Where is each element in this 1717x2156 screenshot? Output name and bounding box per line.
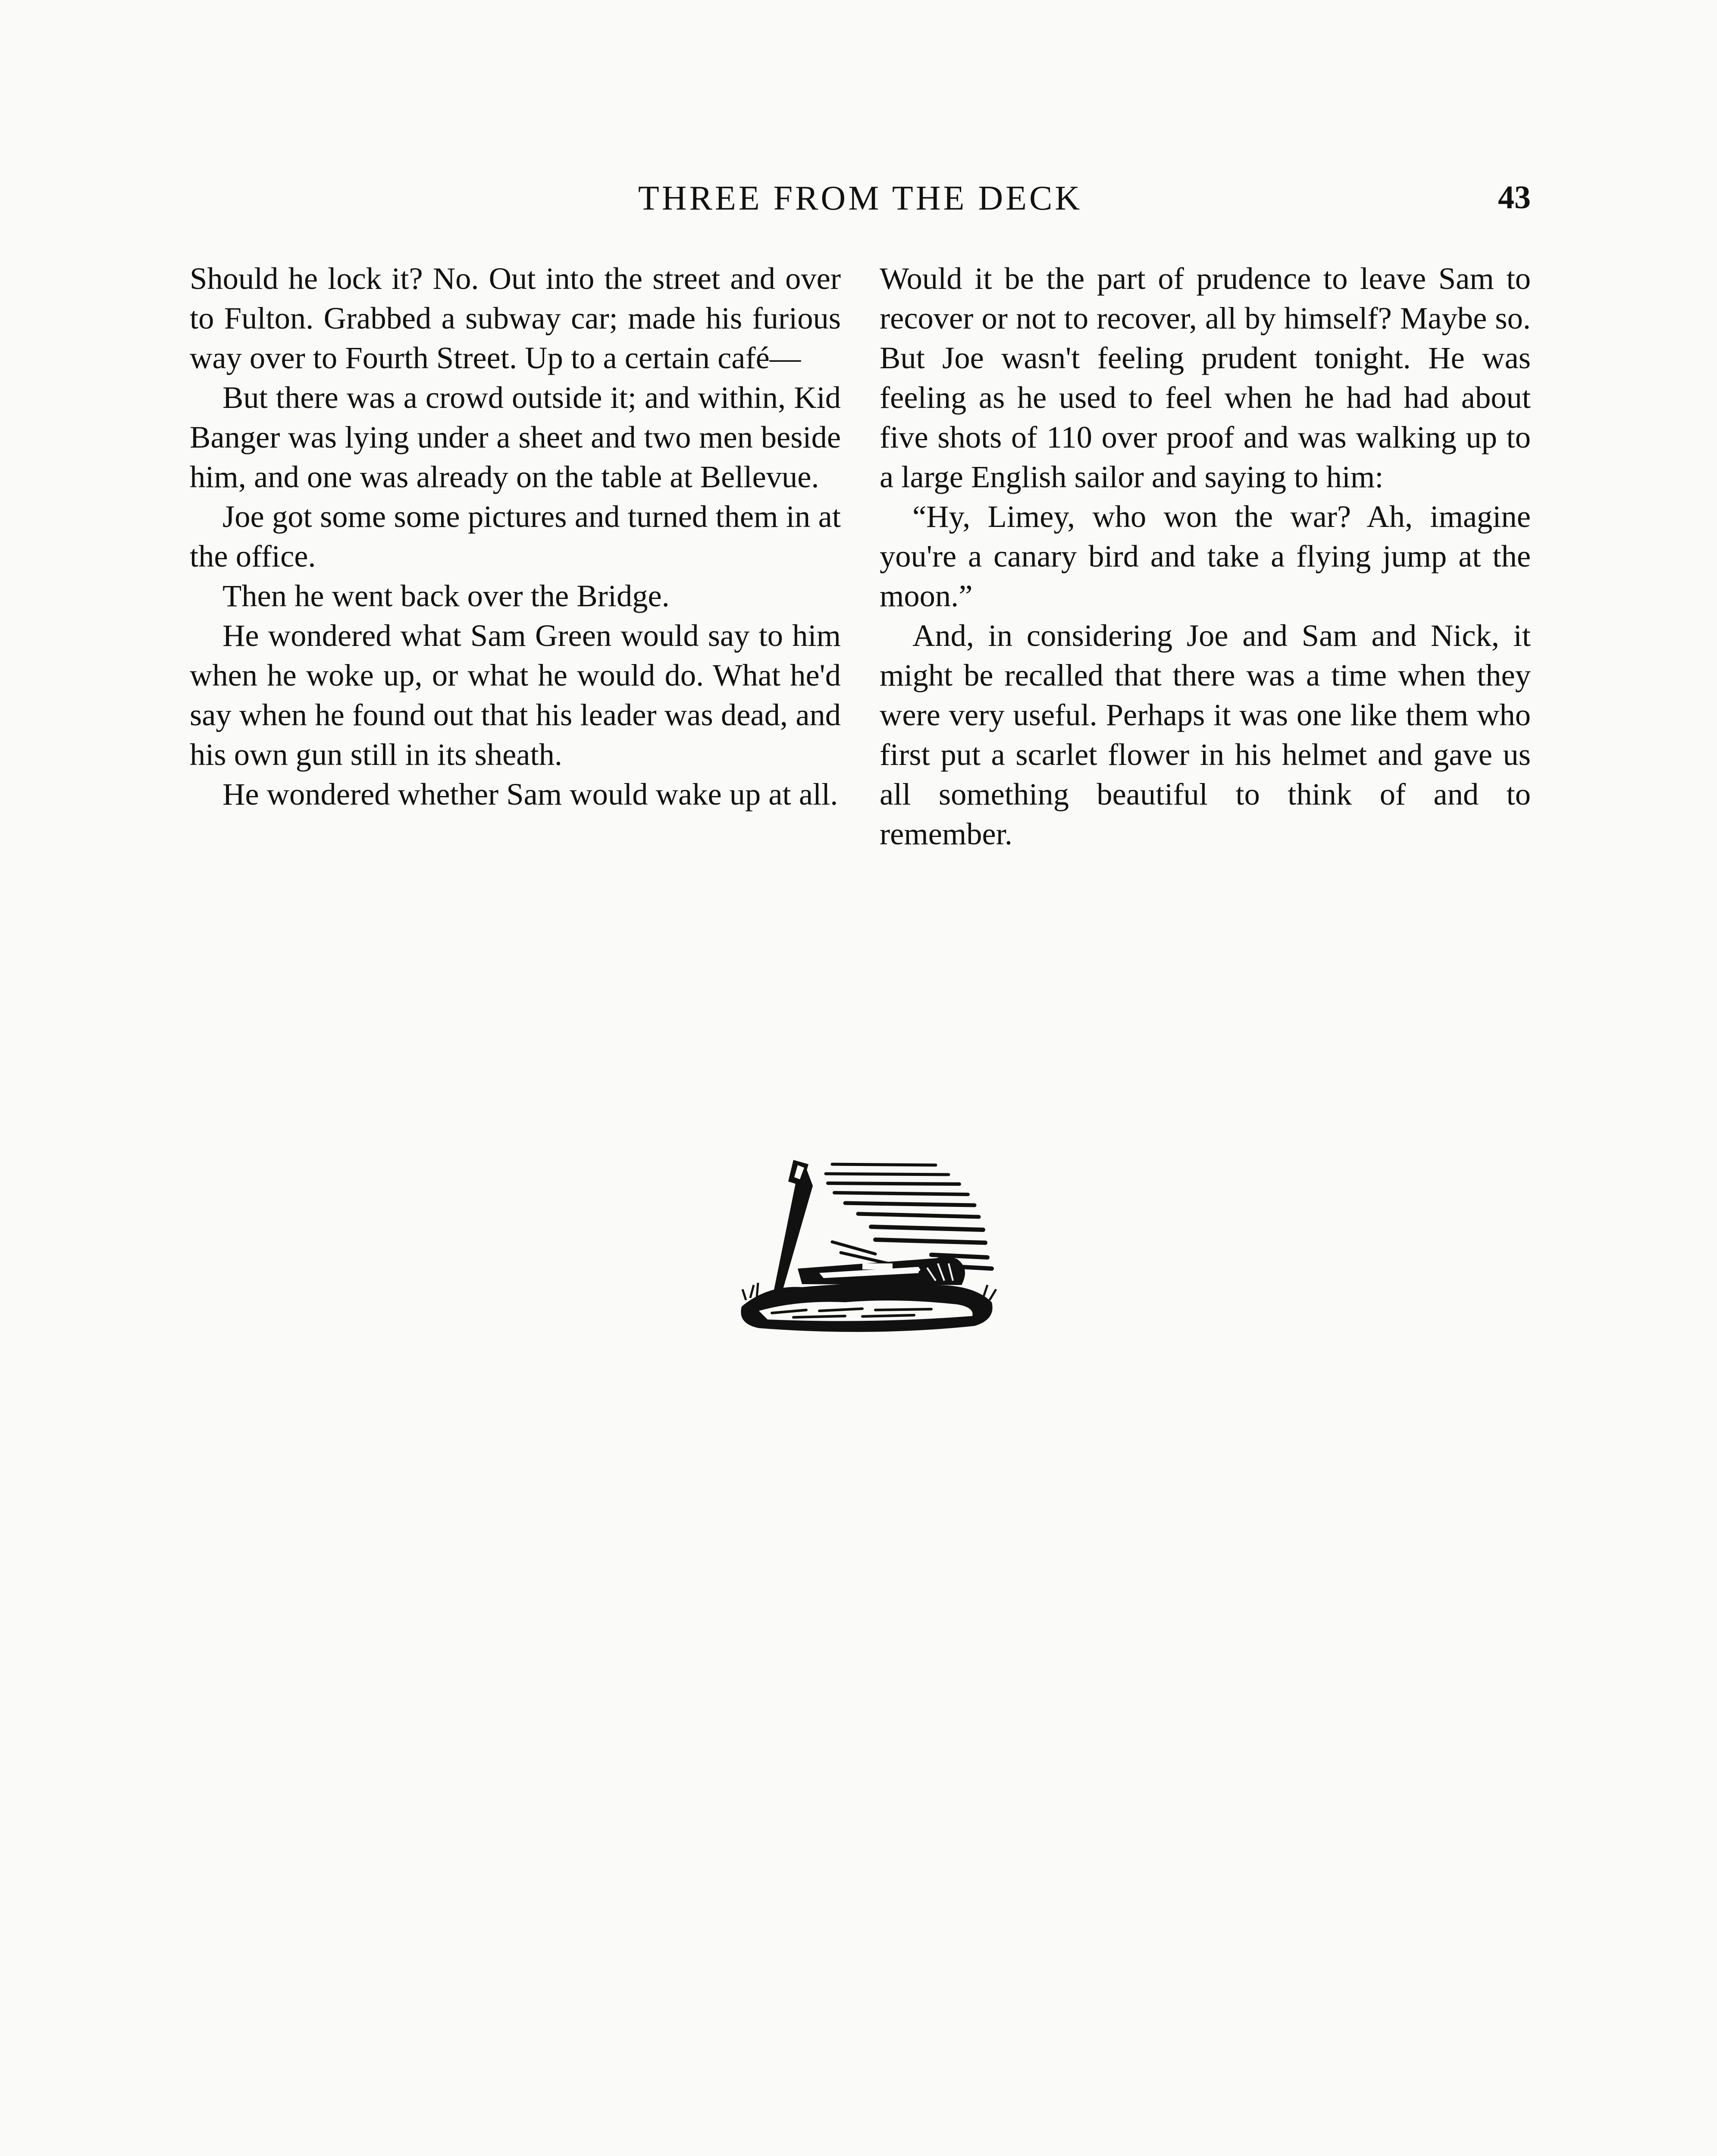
running-title: THREE FROM THE DECK: [638, 179, 1083, 217]
paragraph: He wondered whether Sam would wake up at all.: [222, 777, 838, 812]
paragraph: And, in considering Joe and Sam and Nick, it might be recalled that there was a time when they were very useful. Perhaps it was one like them who first put a scarlet flower in his helmet and gave us all something beautiful to think of and to remember.: [880, 618, 1531, 851]
page-number: 43: [1498, 179, 1531, 216]
paragraph: Should he lock it? No. Out into the street and over to Fulton. Grabbed a subway car; made his furious way over to Fourth Street. Up to a certain café—: [190, 261, 841, 375]
paragraph: Then he went back over the Bridge.: [222, 578, 670, 613]
running-header: [190, 175, 1531, 226]
paragraph: He wondered what Sam Green would say to him when he woke up, or what he would do. What he'd say when he found out that his leader was dead, and his own gun still in its sheath.: [190, 618, 841, 772]
paragraph: Would it be the part of prudence to leave Sam to recover or not to recover, all by himself? Maybe so. But Joe wasn't feeling prudent tonight. He was feeling as he used to feel when he had had about five shots of 110 over proof and was walking up to a large English sailor and saying to him:: [880, 261, 1531, 494]
pickaxe-rifle-vignette-icon: [733, 1156, 1009, 1345]
paragraph: “Hy, Limey, who won the war? Ah, imagine you're a canary bird and take a flying jump at the moon.”: [880, 499, 1531, 613]
left-text-column: [190, 259, 841, 814]
right-text-column: [880, 259, 1531, 854]
paragraph: But there was a crowd outside it; and within, Kid Banger was lying under a sheet and two men beside him, and one was already on the table at Bellevue.: [190, 380, 841, 494]
paragraph: Joe got some some pictures and turned them in at the office.: [190, 499, 841, 573]
